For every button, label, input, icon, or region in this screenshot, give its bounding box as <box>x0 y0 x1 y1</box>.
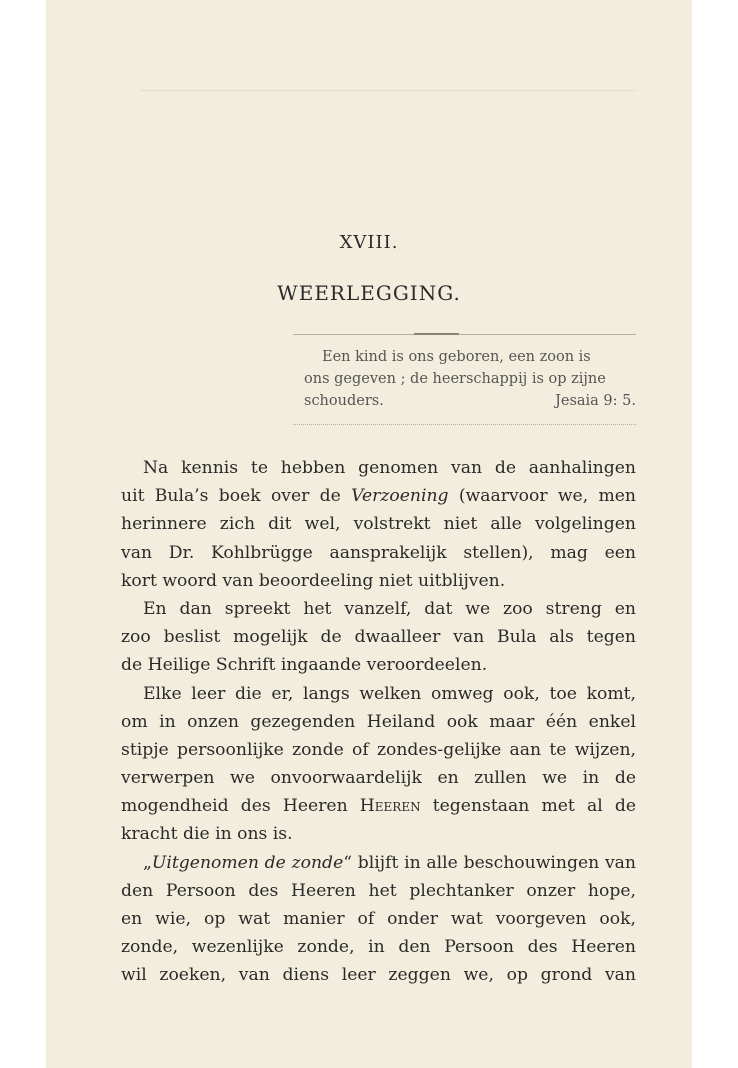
text-line: om in onzen gezegenden Heiland ook maar één enkel <box>121 711 636 732</box>
text-line: wil zoeken, van diens leer zeggen we, op grond van <box>121 965 636 986</box>
text-line: „Uitgenomen de zonde“ blijft in alle beschouwingen van <box>143 852 636 873</box>
chapter-title: WEERLEGGING. <box>277 281 461 305</box>
text-line: Na kennis te hebben genomen van de aanhalingen <box>143 458 636 478</box>
italic-term: Verzoening <box>351 486 449 507</box>
text-line: uit Bula’s boek over de Verzoening (waarvoor we, men <box>121 486 636 507</box>
text-line: en wie, op wat manier of onder wat voorgeven ook, <box>121 909 636 929</box>
text-line: stipje persoonlijke zonde of zondes-gelijke aan te wijzen, <box>121 739 636 760</box>
chapter-number: XVIII. <box>339 232 399 253</box>
epigraph-last-line <box>304 390 636 412</box>
text-line: Elke leer die er, langs welken omweg ook, toe komt, <box>143 683 636 704</box>
text-line: mogendheid des Heeren Heeren tegenstaan met al de <box>121 796 636 817</box>
epigraph <box>304 346 636 412</box>
text-line: kort woord van beoordeeling niet uitblijven. <box>121 570 506 591</box>
epigraph-line: Een kind is ons geboren, een zoon is <box>322 349 591 365</box>
epigraph-line: ons gegeven ; de heerschappij is op zijne <box>304 371 606 387</box>
text-line: de Heilige Schrift ingaande veroordeelen. <box>121 655 488 676</box>
italic-term: Uitgenomen de zonde <box>151 852 344 873</box>
text-line: herinnere zich dit wel, volstrekt niet alle volgelingen <box>121 514 636 535</box>
top-decorative-line <box>141 90 636 91</box>
text-line: zoo beslist mogelijk de dwaalleer van Bula als tegen <box>121 627 636 648</box>
epigraph-line: schouders. <box>304 393 384 409</box>
text-line: kracht die in ons is. <box>121 824 293 845</box>
epigraph-bottom-rule <box>293 424 636 425</box>
text-line: van Dr. Kohlbrügge aansprakelijk stellen), mag een <box>121 542 636 563</box>
book-page <box>46 0 692 1068</box>
text-line: En dan spreekt het vanzelf, dat we zoo streng en <box>143 598 636 619</box>
epigraph-top-rule <box>293 334 636 335</box>
small-caps-term: Heeren <box>359 796 421 817</box>
epigraph-top-rule-accent <box>414 333 459 335</box>
epigraph-reference: Jesaia 9: 5. <box>555 393 636 409</box>
text-line: den Persoon des Heeren het plechtanker onzer hope, <box>121 880 636 901</box>
text-line: verwerpen we onvoorwaardelijk en zullen we in de <box>121 768 636 789</box>
text-line: zonde, wezenlijke zonde, in den Persoon des Heeren <box>121 937 636 958</box>
body-text <box>121 454 636 990</box>
